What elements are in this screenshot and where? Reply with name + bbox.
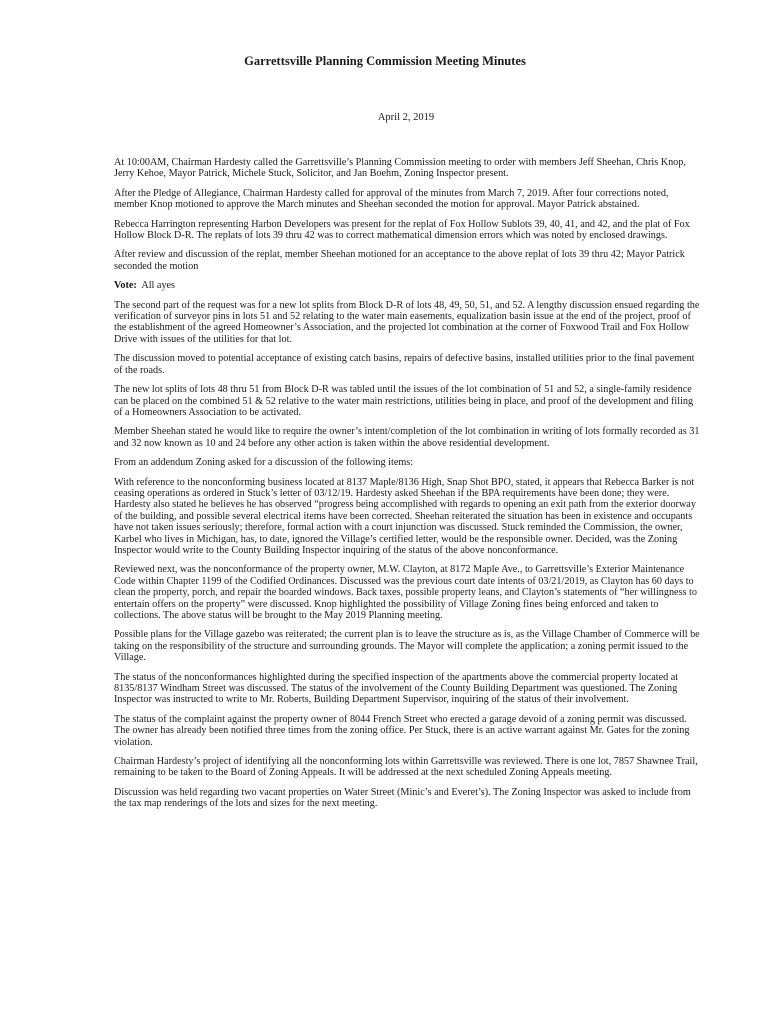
paragraph-minutes-approval: After the Pledge of Allegiance, Chairman Hardesty called for approval of the minutes from March 7, 2019. After four corrections noted, member Knop motioned to approve the March minutes and Sheehan seconded the motion for approval. Mayor Patrick abstained.: [114, 187, 669, 211]
paragraph-water-street: Discussion was held regarding two vacant properties on Water Street (Minic’s and Everet’s). The Zoning Inspector was asked to include from the tax map renderings of the lots and sizes for the next meeting.: [114, 786, 691, 810]
paragraph-addendum-intro: From an addendum Zoning asked for a discussion of the following items:: [114, 457, 414, 469]
paragraph-replat-motion: After review and discussion of the replat, member Sheehan motioned for an acceptance to the above replat of lots 39 thru 42; Mayor Patrick seconded the motion: [114, 249, 685, 272]
paragraph-replat-request: Rebecca Harrington representing Harbon Developers was present for the replat of Fox Hollow Sublots 39, 40, 41, and 42, and the plat of Fox Hollow Block D-R. The replats of lots 39 thru 42 was to correct mathematical dimension errors which was noted by enclosed drawings.: [114, 218, 690, 242]
paragraph-clayton-property: Reviewed next, was the nonconformance of the property owner, M.W. Clayton, at 8172 Maple Ave., to Garrettsville’s Exterior Maintenance Code within Chapter 1199 of the Codified Ordinances. Discussed was the previous court date intents of 03/21/2019, as Clayton has 60 days to clean the property, porch, and repair the boarded windows. Back taxes, possible property leans, and Clayton’s statements of “her willingness to entertain offers on the property” were discussed. Knop highlighted the possibility of Village Zoning fines being enforced and taken to collections. The above status will be brought to the May 2019 Planning meeting.: [114, 564, 697, 621]
paragraph-catch-basins: The discussion moved to potential acceptance of existing catch basins, repairs of defective basins, installed utilities prior to the final pavement of the roads.: [114, 353, 695, 376]
paragraph-gazebo: Possible plans for the Village gazebo was reiterated; the current plan is to leave the structure as is, as the Village Chamber of Commerce will be taking on the responsibility of the structure and surrounding grounds. The Mayor will complete the application; a zoning permit issued to the Village.: [114, 629, 700, 664]
vote-label: Vote:: [114, 280, 137, 292]
vote-value: All ayes: [141, 280, 176, 292]
paragraph-nonconforming-business: With reference to the nonconforming business located at 8137 Maple/8136 High, Snap Shot BPO, stated, it appears that Rebecca Barker is not ceasing operations as ordered in Stuck’s letter of 03/12/19. Hardesty asked Sheehan if the BPA requirements have been done; they were. Hardesty also stated he believes he has observed “progress being accomplished with regards to opening an exit path from the exterior doorway of the building, and possible several electrical items have been corrected. Sheehan reiterated the situation has been in existence and occupants have not taken issues seriously; therefore, formal action with a court injunction was discussed. Stuck reminded the Commission, the owner, Karbel who lives in Michigan, has, to date, ignored the Village’s certified letter, would be the responsible owner. Decided, was the Zoning Inspector would write to the County Building Inspector inquiring of the status of the above nonconformance.: [114, 476, 696, 556]
meeting-date: April 2, 2019: [377, 112, 435, 123]
paragraph-lot-splits-tabled: The new lot splits of lots 48 thru 51 from Block D-R was tabled until the issues of the lot combination of 51 and 52, a single-family residence can be placed on the combined 51 & 52 relative to the water main restrictions, utilities being in place, and proof of the development and filing of a Homeowners Association to be activated.: [114, 384, 694, 418]
paragraph-call-to-order: At 10:00AM, Chairman Hardesty called the Garrettsville’s Planning Commission meeting to order with members Jeff Sheehan, Chris Knop, Jerry Kehoe, Mayor Patrick, Michele Stuck, Solicitor, and Jan Boehm, Zoning Inspector present.: [114, 157, 686, 180]
paragraph-sheehan-requirement: Member Sheehan stated he would like to require the owner’s intent/completion of the lot combination in writing of lots formally recorded as 31 and 32 now known as 10 and 24 before any other action is taken within the above residential development.: [114, 426, 700, 449]
paragraph-nonconforming-lots: Chairman Hardesty’s project of identifying all the nonconforming lots within Garrettsville was reviewed. There is one lot, 7857 Shawnee Trail, remaining to be taken to the Board of Zoning Appeals. It will be addressed at the next scheduled Zoning Appeals meeting.: [114, 756, 698, 779]
vote-line: [114, 280, 702, 291]
paragraph-windham-apartments: The status of the nonconformances highlighted during the specified inspection of the apartments above the commercial property located at 8135/8137 Windham Street was discussed. The status of the involvement of the County Building Department was questioned. The Zoning Inspector was instructed to write to Mr. Roberts, Building Department Supervisor, inquiring of the status of their involvement.: [114, 671, 679, 706]
document-title: Garrettsville Planning Commission Meeting Minutes: [244, 54, 526, 68]
paragraph-french-street-garage: The status of the complaint against the property owner of 8044 French Street who erected a garage devoid of a zoning permit was discussed. The owner has already been notified three times from the zoning office. Per Stuck, there is an active warrant against Mr. Gates for the zoning violation.: [114, 713, 690, 748]
paragraph-lot-splits: The second part of the request was for a new lot splits from Block D-R of lots 48, 49, 50, 51, and 52. A lengthy discussion ensued regarding the verification of surveyor pins in lots 51 and 52 relating to the water main easements, equalization basin issue at the end of the project, proof of the establishment of the agreed Homeowner’s Association, and the projected lot combination at the corner of Foxwood Trail and Fox Hollow Drive with issues of the utilities for that lot.: [114, 299, 700, 345]
minutes-body: [114, 157, 702, 818]
